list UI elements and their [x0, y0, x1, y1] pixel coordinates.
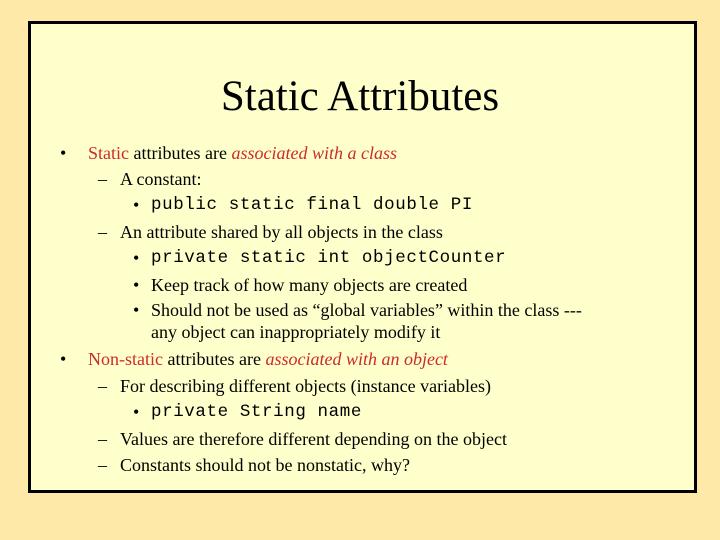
item-keep-track: Keep track of how many objects are created — [151, 275, 468, 295]
keyword-static: Static — [88, 143, 129, 163]
text-fragment: attributes are — [129, 143, 232, 163]
bullet-marker: • — [133, 300, 140, 320]
bullet-marker: • — [133, 402, 140, 422]
dash-marker: – — [98, 429, 107, 449]
code-private-string-name: private String name — [151, 402, 362, 422]
phrase-associated-with-object: associated with an object — [265, 349, 448, 369]
bullet-marker: • — [60, 349, 67, 369]
item-global-variables-line2: any object can inappropriately modify it — [151, 322, 441, 342]
sub-constants-nonstatic: Constants should not be nonstatic, why? — [120, 455, 410, 475]
keyword-non-static: Non-static — [88, 349, 163, 369]
sub-a-constant: A constant: — [120, 169, 202, 189]
dash-marker: – — [98, 169, 107, 189]
phrase-associated-with-class: associated with a class — [231, 143, 397, 163]
dash-marker: – — [98, 455, 107, 475]
bullet-non-static-attributes — [88, 348, 448, 370]
item-global-variables-line1: Should not be used as “global variables” within the class --- — [151, 300, 582, 320]
sub-describing-objects: For describing different objects (instance variables) — [120, 376, 492, 396]
code-private-static-int: private static int objectCounter — [151, 248, 507, 268]
bullet-marker: • — [133, 195, 140, 215]
sub-values-different: Values are therefore different depending on the object — [120, 429, 507, 449]
bullet-marker: • — [133, 275, 140, 295]
bullet-marker: • — [133, 248, 140, 268]
dash-marker: – — [98, 376, 107, 396]
text-fragment: attributes are — [162, 349, 266, 369]
sub-shared-attribute: An attribute shared by all objects in the class — [120, 222, 443, 242]
bullet-marker: • — [60, 143, 67, 163]
code-public-static-final: public static final double PI — [151, 195, 473, 215]
slide-title: Static Attributes — [220, 73, 500, 120]
bullet-static-attributes — [88, 142, 397, 164]
dash-marker: – — [98, 222, 107, 242]
